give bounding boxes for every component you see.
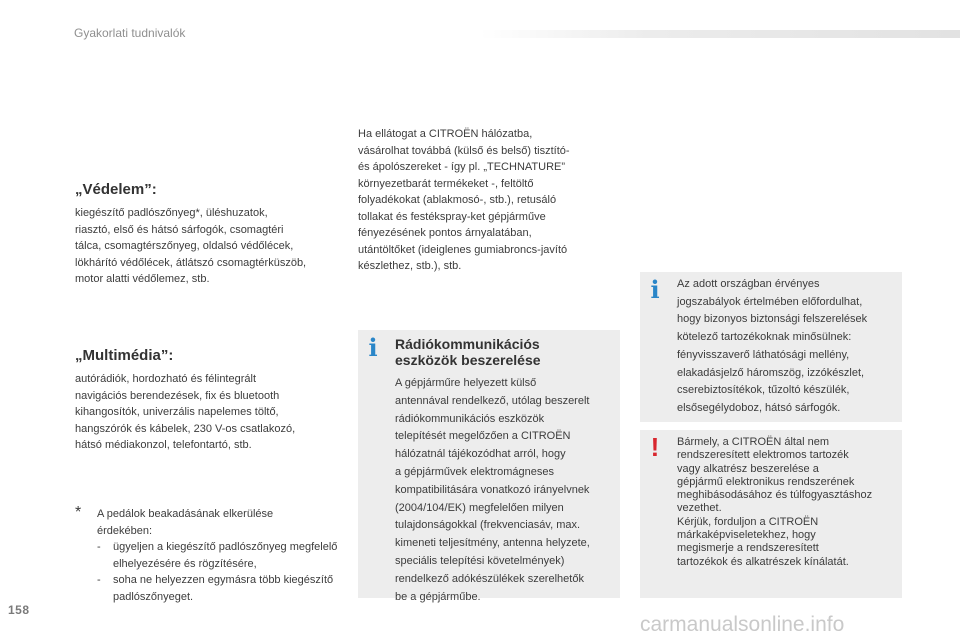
header-decorative-bar xyxy=(480,30,960,38)
legal-info-box xyxy=(640,272,902,422)
radio-info-box xyxy=(358,330,620,603)
footnote-item-text: ügyeljen a kiegészítő padlószőnyeg megfelelő elhelyezésére és rögzítésére, xyxy=(113,541,338,570)
radio-title: Rádiókommunikációs eszközök beszerelése xyxy=(395,336,541,368)
footnote xyxy=(97,506,347,605)
multimedia-title: „Multimédia”: xyxy=(75,347,174,364)
footnote-intro-2: érdekében: xyxy=(97,524,153,537)
warning-text: Bármely, a CITROËN által nem rendszeresített elektromos tartozék vagy alkatrész beszerelése a gépjármű elektronikus rendszerének meghibásodásához és túlfogyasztáshoz vezethet. Kérjük, forduljon a CITROËN márkaképviseletekhez, hogy megismerje a rendszeresített tartozékok és alkatrészek kínálatát. xyxy=(677,436,873,568)
footnote-star: * xyxy=(75,504,82,521)
footnote-dash: - xyxy=(97,574,101,586)
footnote-intro: A pedálok beakadásának elkerülése xyxy=(97,508,274,520)
page-header-title: Gyakorlati tudnivalók xyxy=(74,26,186,40)
radio-text: A gépjárműre helyezett külső antennával rendelkező, utólag beszerelt rádiókommunikációs eszközök telepítését megelőzően a CITROËN hálózatnál tájékozódhat arról, hogy a gépjárművek elektromágneses kompatibilitására vonatkozó irányelvnek (2004/104/EK) megfelelően milyen tulajdonságokkal (frekvenciasáv, max. kimeneti teljesítmény, antenna helyzete, speciális telepítési követelmények) rendelkező adókészülékek szerelhetők be a gépjárműbe. xyxy=(395,377,590,603)
footnote-item xyxy=(97,539,347,572)
protection-text: kiegészítő padlószőnyeg*, üléshuzatok, riasztó, első és hátsó sárfogók, csomagtéri tálca, csomagtérszőnyeg, oldalsó védőlécek, lökhárító védőlécek, átlátszó csomagtérküszöb, motor alatti védőlemez, stb. xyxy=(75,207,307,285)
footnote-dash: - xyxy=(97,541,101,553)
info-icon: i xyxy=(368,333,378,362)
warning-box xyxy=(640,430,902,598)
info-icon: i xyxy=(650,275,660,304)
watermark-text: carmanualsonline.info xyxy=(640,613,845,636)
network-products-text: Ha ellátogat a CITROËN hálózatba, vásárolhat továbbá (külső és belső) tisztító- és ápolószereket - így pl. „TECHNATURE” környezetbarát termékeket -, feltöltő folyadékokat (ablakmosó-, stb.), retusáló tollakat és festékspray-ket gépjárműve fényezésének pontos árnyalatában, utántöltőket (ideiglenes gumiabroncs-javító készlethez, stb.), stb. xyxy=(358,128,570,272)
multimedia-text: autórádiók, hordozható és félintegrált navigációs berendezések, fix és bluetooth kihangosítók, univerzális napelemes töltő, hangszórók és kábelek, 230 V-os csatlakozó, hátsó médiakonzol, telefontartó, stb. xyxy=(75,373,296,451)
page-number: 158 xyxy=(8,603,30,617)
footnote-item xyxy=(97,572,347,605)
exclamation-icon: ! xyxy=(650,432,660,462)
protection-title: „Védelem”: xyxy=(75,181,157,198)
legal-info-text: Az adott országban érvényes jogszabályok értelmében előfordulhat, hogy bizonyos biztonsági felszerelések kötelező tartozékoknak minősülnek: fényvisszaverő láthatósági mellény, elakadásjelző háromszög, izzókészlet, cserebiztosítékok, tűzoltó készülék, elsősegélydoboz, hátsó sárfogók. xyxy=(677,278,868,414)
footnote-item-text: soha ne helyezzen egymásra több kiegészítő padlószőnyeget. xyxy=(113,574,334,603)
